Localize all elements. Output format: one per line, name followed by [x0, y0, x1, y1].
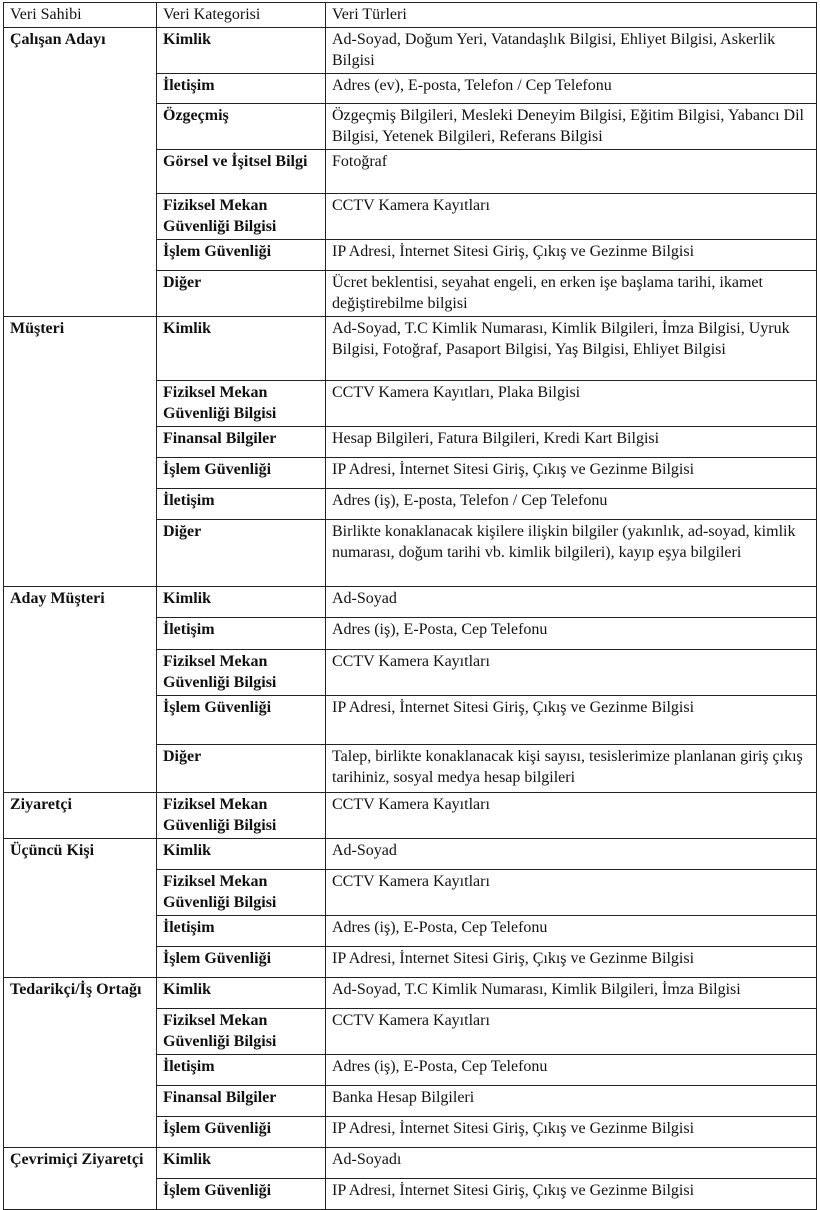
category-cell: Finansal Bilgiler — [157, 427, 326, 458]
table-header — [4, 3, 817, 28]
types-cell: Fotoğraf — [326, 150, 817, 194]
table-row — [4, 587, 817, 618]
header-owner: Veri Sahibi — [4, 3, 157, 28]
owner-cell: Çalışan Adayı — [4, 28, 157, 317]
types-cell: CCTV Kamera Kayıtları — [326, 194, 817, 240]
types-cell: Özgeçmiş Bilgileri, Mesleki Deneyim Bilgisi, Eğitim Bilgisi, Yabancı Dil Bilgisi, Yetenek Bilgileri, Referans Bilgisi — [326, 104, 817, 150]
category-cell: İletişim — [157, 1055, 326, 1086]
types-cell: Ad-Soyad, Doğum Yeri, Vatandaşlık Bilgisi, Ehliyet Bilgisi, Askerlik Bilgisi — [326, 28, 817, 74]
types-cell: Ad-Soyad — [326, 839, 817, 870]
table-row — [4, 28, 817, 74]
types-cell: Birlikte konaklanacak kişilere ilişkin bilgiler (yakınlık, ad-soyad, kimlik numarası, doğum tarihi vb. kimlik bilgileri), kayıp eşya bilgileri — [326, 520, 817, 587]
category-cell: İşlem Güvenliği — [157, 947, 326, 978]
category-cell: Fiziksel Mekan Güvenliği Bilgisi — [157, 1009, 326, 1055]
table-row — [4, 1148, 817, 1179]
category-cell: Kimlik — [157, 587, 326, 618]
types-cell: Adres (ev), E-posta, Telefon / Cep Telefonu — [326, 74, 817, 104]
types-cell: IP Adresi, İnternet Sitesi Giriş, Çıkış ve Gezinme Bilgisi — [326, 1179, 817, 1210]
types-cell: IP Adresi, İnternet Sitesi Giriş, Çıkış ve Gezinme Bilgisi — [326, 1117, 817, 1148]
category-cell: Finansal Bilgiler — [157, 1086, 326, 1117]
category-cell: Fiziksel Mekan Güvenliği Bilgisi — [157, 194, 326, 240]
category-cell: İşlem Güvenliği — [157, 696, 326, 745]
category-cell: Görsel ve İşitsel Bilgi — [157, 150, 326, 194]
types-cell: IP Adresi, İnternet Sitesi Giriş, Çıkış ve Gezinme Bilgisi — [326, 458, 817, 489]
category-cell: İletişim — [157, 916, 326, 947]
category-cell: İşlem Güvenliği — [157, 458, 326, 489]
table-row — [4, 317, 817, 381]
types-cell: Banka Hesap Bilgileri — [326, 1086, 817, 1117]
types-cell: Ad-Soyad — [326, 587, 817, 618]
category-cell: Fiziksel Mekan Güvenliği Bilgisi — [157, 793, 326, 839]
types-cell: CCTV Kamera Kayıtları — [326, 793, 817, 839]
table-row — [4, 793, 817, 839]
types-cell: CCTV Kamera Kayıtları — [326, 650, 817, 696]
category-cell: Diğer — [157, 520, 326, 587]
header-category: Veri Kategorisi — [157, 3, 326, 28]
category-cell: İşlem Güvenliği — [157, 1179, 326, 1210]
category-cell: İletişim — [157, 618, 326, 650]
types-cell: CCTV Kamera Kayıtları — [326, 1009, 817, 1055]
category-cell: İşlem Güvenliği — [157, 1117, 326, 1148]
types-cell: Adres (iş), E-Posta, Cep Telefonu — [326, 1055, 817, 1086]
types-cell: IP Adresi, İnternet Sitesi Giriş, Çıkış ve Gezinme Bilgisi — [326, 696, 817, 745]
header-row — [4, 3, 817, 28]
types-cell: Talep, birlikte konaklanacak kişi sayısı, tesislerimize planlanan giriş çıkış tarihiniz, sosyal medya hesap bilgileri — [326, 745, 817, 793]
owner-cell: Üçüncü Kişi — [4, 839, 157, 978]
owner-cell: Müşteri — [4, 317, 157, 587]
category-cell: Fiziksel Mekan Güvenliği Bilgisi — [157, 381, 326, 427]
category-cell: Özgeçmiş — [157, 104, 326, 150]
category-cell: İletişim — [157, 489, 326, 520]
owner-cell: Ziyaretçi — [4, 793, 157, 839]
types-cell: Ad-Soyad, T.C Kimlik Numarası, Kimlik Bilgileri, İmza Bilgisi — [326, 978, 817, 1009]
types-cell: Ad-Soyad, T.C Kimlik Numarası, Kimlik Bilgileri, İmza Bilgisi, Uyruk Bilgisi, Fotoğraf, Pasaport Bilgisi, Yaş Bilgisi, Ehliyet Bilgisi — [326, 317, 817, 381]
category-cell: Fiziksel Mekan Güvenliği Bilgisi — [157, 650, 326, 696]
owner-cell: Aday Müşteri — [4, 587, 157, 793]
types-cell: Adres (iş), E-Posta, Cep Telefonu — [326, 916, 817, 947]
table-body — [4, 28, 817, 1210]
types-cell: CCTV Kamera Kayıtları — [326, 870, 817, 916]
category-cell: Kimlik — [157, 839, 326, 870]
category-cell: Kimlik — [157, 28, 326, 74]
category-cell: Diğer — [157, 271, 326, 317]
types-cell: Adres (iş), E-posta, Telefon / Cep Telefonu — [326, 489, 817, 520]
types-cell: CCTV Kamera Kayıtları, Plaka Bilgisi — [326, 381, 817, 427]
types-cell: Ad-Soyadı — [326, 1148, 817, 1179]
category-cell: İşlem Güvenliği — [157, 240, 326, 271]
category-cell: İletişim — [157, 74, 326, 104]
types-cell: IP Adresi, İnternet Sitesi Giriş, Çıkış ve Gezinme Bilgisi — [326, 947, 817, 978]
types-cell: IP Adresi, İnternet Sitesi Giriş, Çıkış ve Gezinme Bilgisi — [326, 240, 817, 271]
table-row — [4, 839, 817, 870]
category-cell: Fiziksel Mekan Güvenliği Bilgisi — [157, 870, 326, 916]
personal-data-table — [3, 2, 817, 1210]
category-cell: Kimlik — [157, 1148, 326, 1179]
types-cell: Adres (iş), E-Posta, Cep Telefonu — [326, 618, 817, 650]
table-row — [4, 978, 817, 1009]
category-cell: Kimlik — [157, 317, 326, 381]
owner-cell: Tedarikçi/İş Ortağı — [4, 978, 157, 1148]
category-cell: Kimlik — [157, 978, 326, 1009]
category-cell: Diğer — [157, 745, 326, 793]
types-cell: Ücret beklentisi, seyahat engeli, en erken işe başlama tarihi, ikamet değiştirebilme bilgisi — [326, 271, 817, 317]
owner-cell: Çevrimiçi Ziyaretçi — [4, 1148, 157, 1210]
types-cell: Hesap Bilgileri, Fatura Bilgileri, Kredi Kart Bilgisi — [326, 427, 817, 458]
header-types: Veri Türleri — [326, 3, 817, 28]
